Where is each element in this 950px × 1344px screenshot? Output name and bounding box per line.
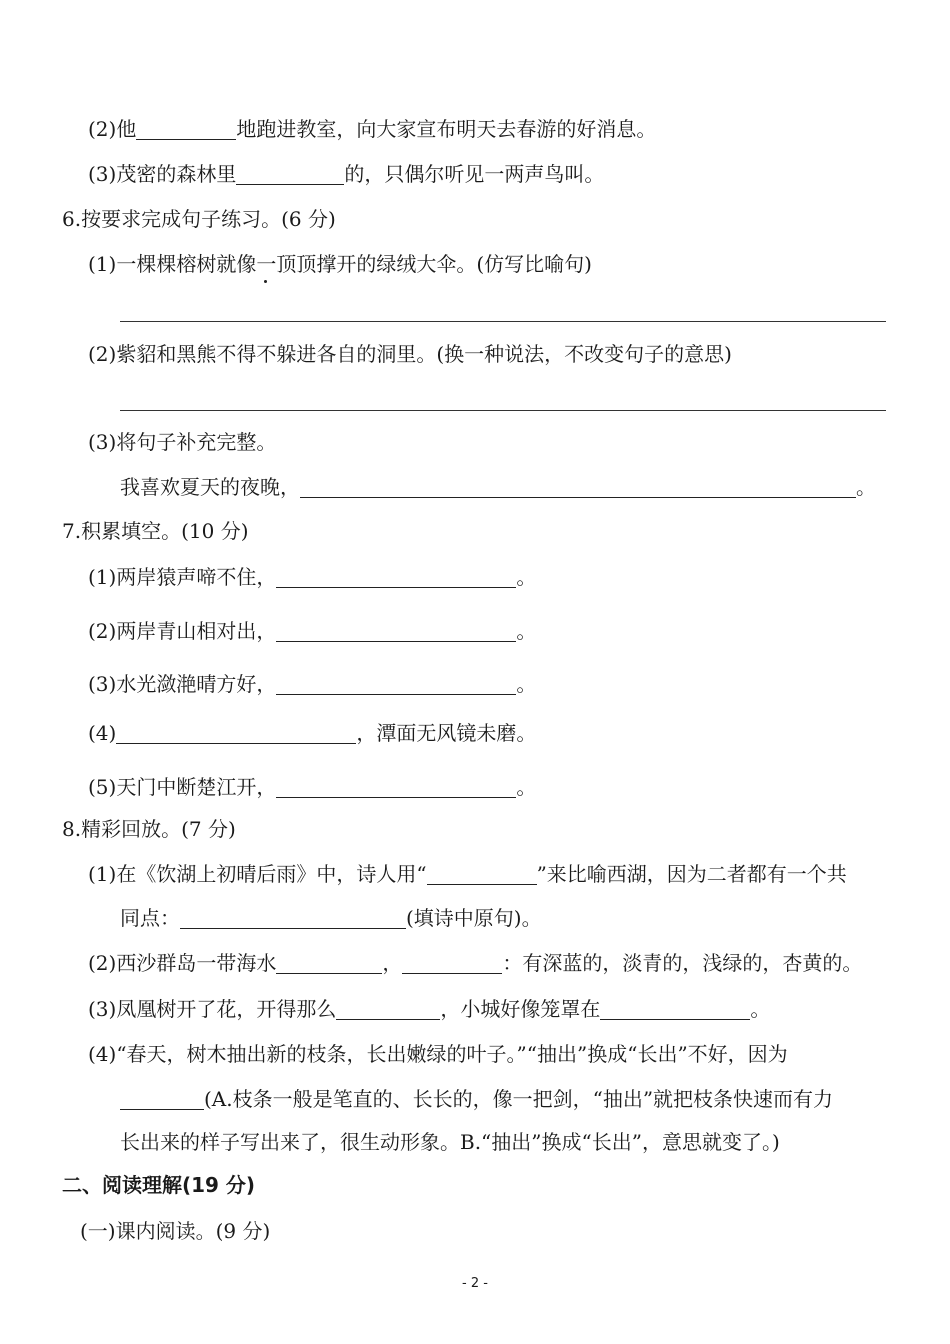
answer-line[interactable] <box>120 410 886 411</box>
q6-item-3-sentence: 我喜欢夏天的夜晚， 。 <box>120 475 876 499</box>
answer-blank[interactable] <box>600 999 750 1020</box>
q8-item-2: (2)西沙群岛一带海水 ， ：有深蓝的，淡青的，浅绿的，杏黄的。 <box>88 951 863 975</box>
section-2-heading: 二、阅读理解(19 分) <box>62 1173 256 1197</box>
answer-blank[interactable] <box>276 674 516 695</box>
q6-item-2: (2)紫貂和黑熊不得不躲进各自的洞里。(换一种说法，不改变句子的意思) <box>88 342 732 366</box>
answer-blank[interactable] <box>276 567 516 588</box>
q5-item-2: (2)他 地跑进教室，向大家宣布明天去春游的好消息。 <box>88 117 657 141</box>
q8-item-4-line-1: (4)“春天，树木抽出新的枝条，长出嫩绿的叶子。”“抽出”换成“长出”不好，因为 <box>88 1042 788 1066</box>
page-number: - 2 - <box>462 1276 488 1291</box>
q5-item-3: (3)茂密的森林里 的，只偶尔听见一两声鸟叫。 <box>88 162 605 186</box>
q7-item-2: (2)两岸青山相对出， 。 <box>88 619 537 643</box>
answer-blank[interactable] <box>276 953 382 974</box>
answer-blank[interactable] <box>427 864 537 885</box>
q7-item-3: (3)水光潋滟晴方好， 。 <box>88 672 537 696</box>
q7-item-1: (1)两岸猿声啼不住， 。 <box>88 565 537 589</box>
q8-item-1-line-1: (1)在《饮湖上初晴后雨》中，诗人用“ ”来比喻西湖，因为二者都有一个共 <box>88 862 847 886</box>
answer-blank[interactable] <box>276 621 516 642</box>
q6-item-1: (1)一棵棵榕树就像一顶顶撑开的绿绒大伞。(仿写比喻句) <box>88 252 592 276</box>
q7-item-5: (5)天门中断楚江开， 。 <box>88 775 537 799</box>
q6-heading: 6.按要求完成句子练习。(6 分) <box>62 207 336 231</box>
q8-item-3: (3)凤凰树开了花，开得那么 ，小城好像笼罩在 。 <box>88 997 771 1021</box>
answer-blank[interactable] <box>116 723 356 744</box>
q6-item-3: (3)将句子补充完整。 <box>88 430 277 454</box>
q7-item-4: (4) ，潭面无风镜未磨。 <box>88 721 537 745</box>
q8-heading: 8.精彩回放。(7 分) <box>62 817 236 841</box>
answer-blank[interactable] <box>136 119 236 140</box>
answer-blank[interactable] <box>300 477 856 498</box>
q7-heading: 7.积累填空。(10 分) <box>62 519 249 543</box>
q8-item-4-line-3: 长出来的样子写出来了，很生动形象。B.“抽出”换成“长出”，意思就变了。) <box>120 1130 780 1154</box>
section-2-sub-1: (一)课内阅读。(9 分) <box>80 1219 271 1243</box>
answer-blank[interactable] <box>276 777 516 798</box>
answer-blank[interactable] <box>236 164 344 185</box>
q8-item-1-line-2: 同点： (填诗中原句)。 <box>120 906 542 930</box>
answer-line[interactable] <box>120 321 886 322</box>
answer-blank[interactable] <box>120 1089 204 1110</box>
q8-item-4-line-2: (A.枝条一般是笔直的、长长的，像一把剑，“抽出”就把枝条快速而有力 <box>120 1085 833 1113</box>
emphasis-dot <box>264 280 267 283</box>
answer-blank[interactable] <box>336 999 440 1020</box>
answer-blank[interactable] <box>402 953 502 974</box>
answer-blank[interactable] <box>180 908 406 929</box>
